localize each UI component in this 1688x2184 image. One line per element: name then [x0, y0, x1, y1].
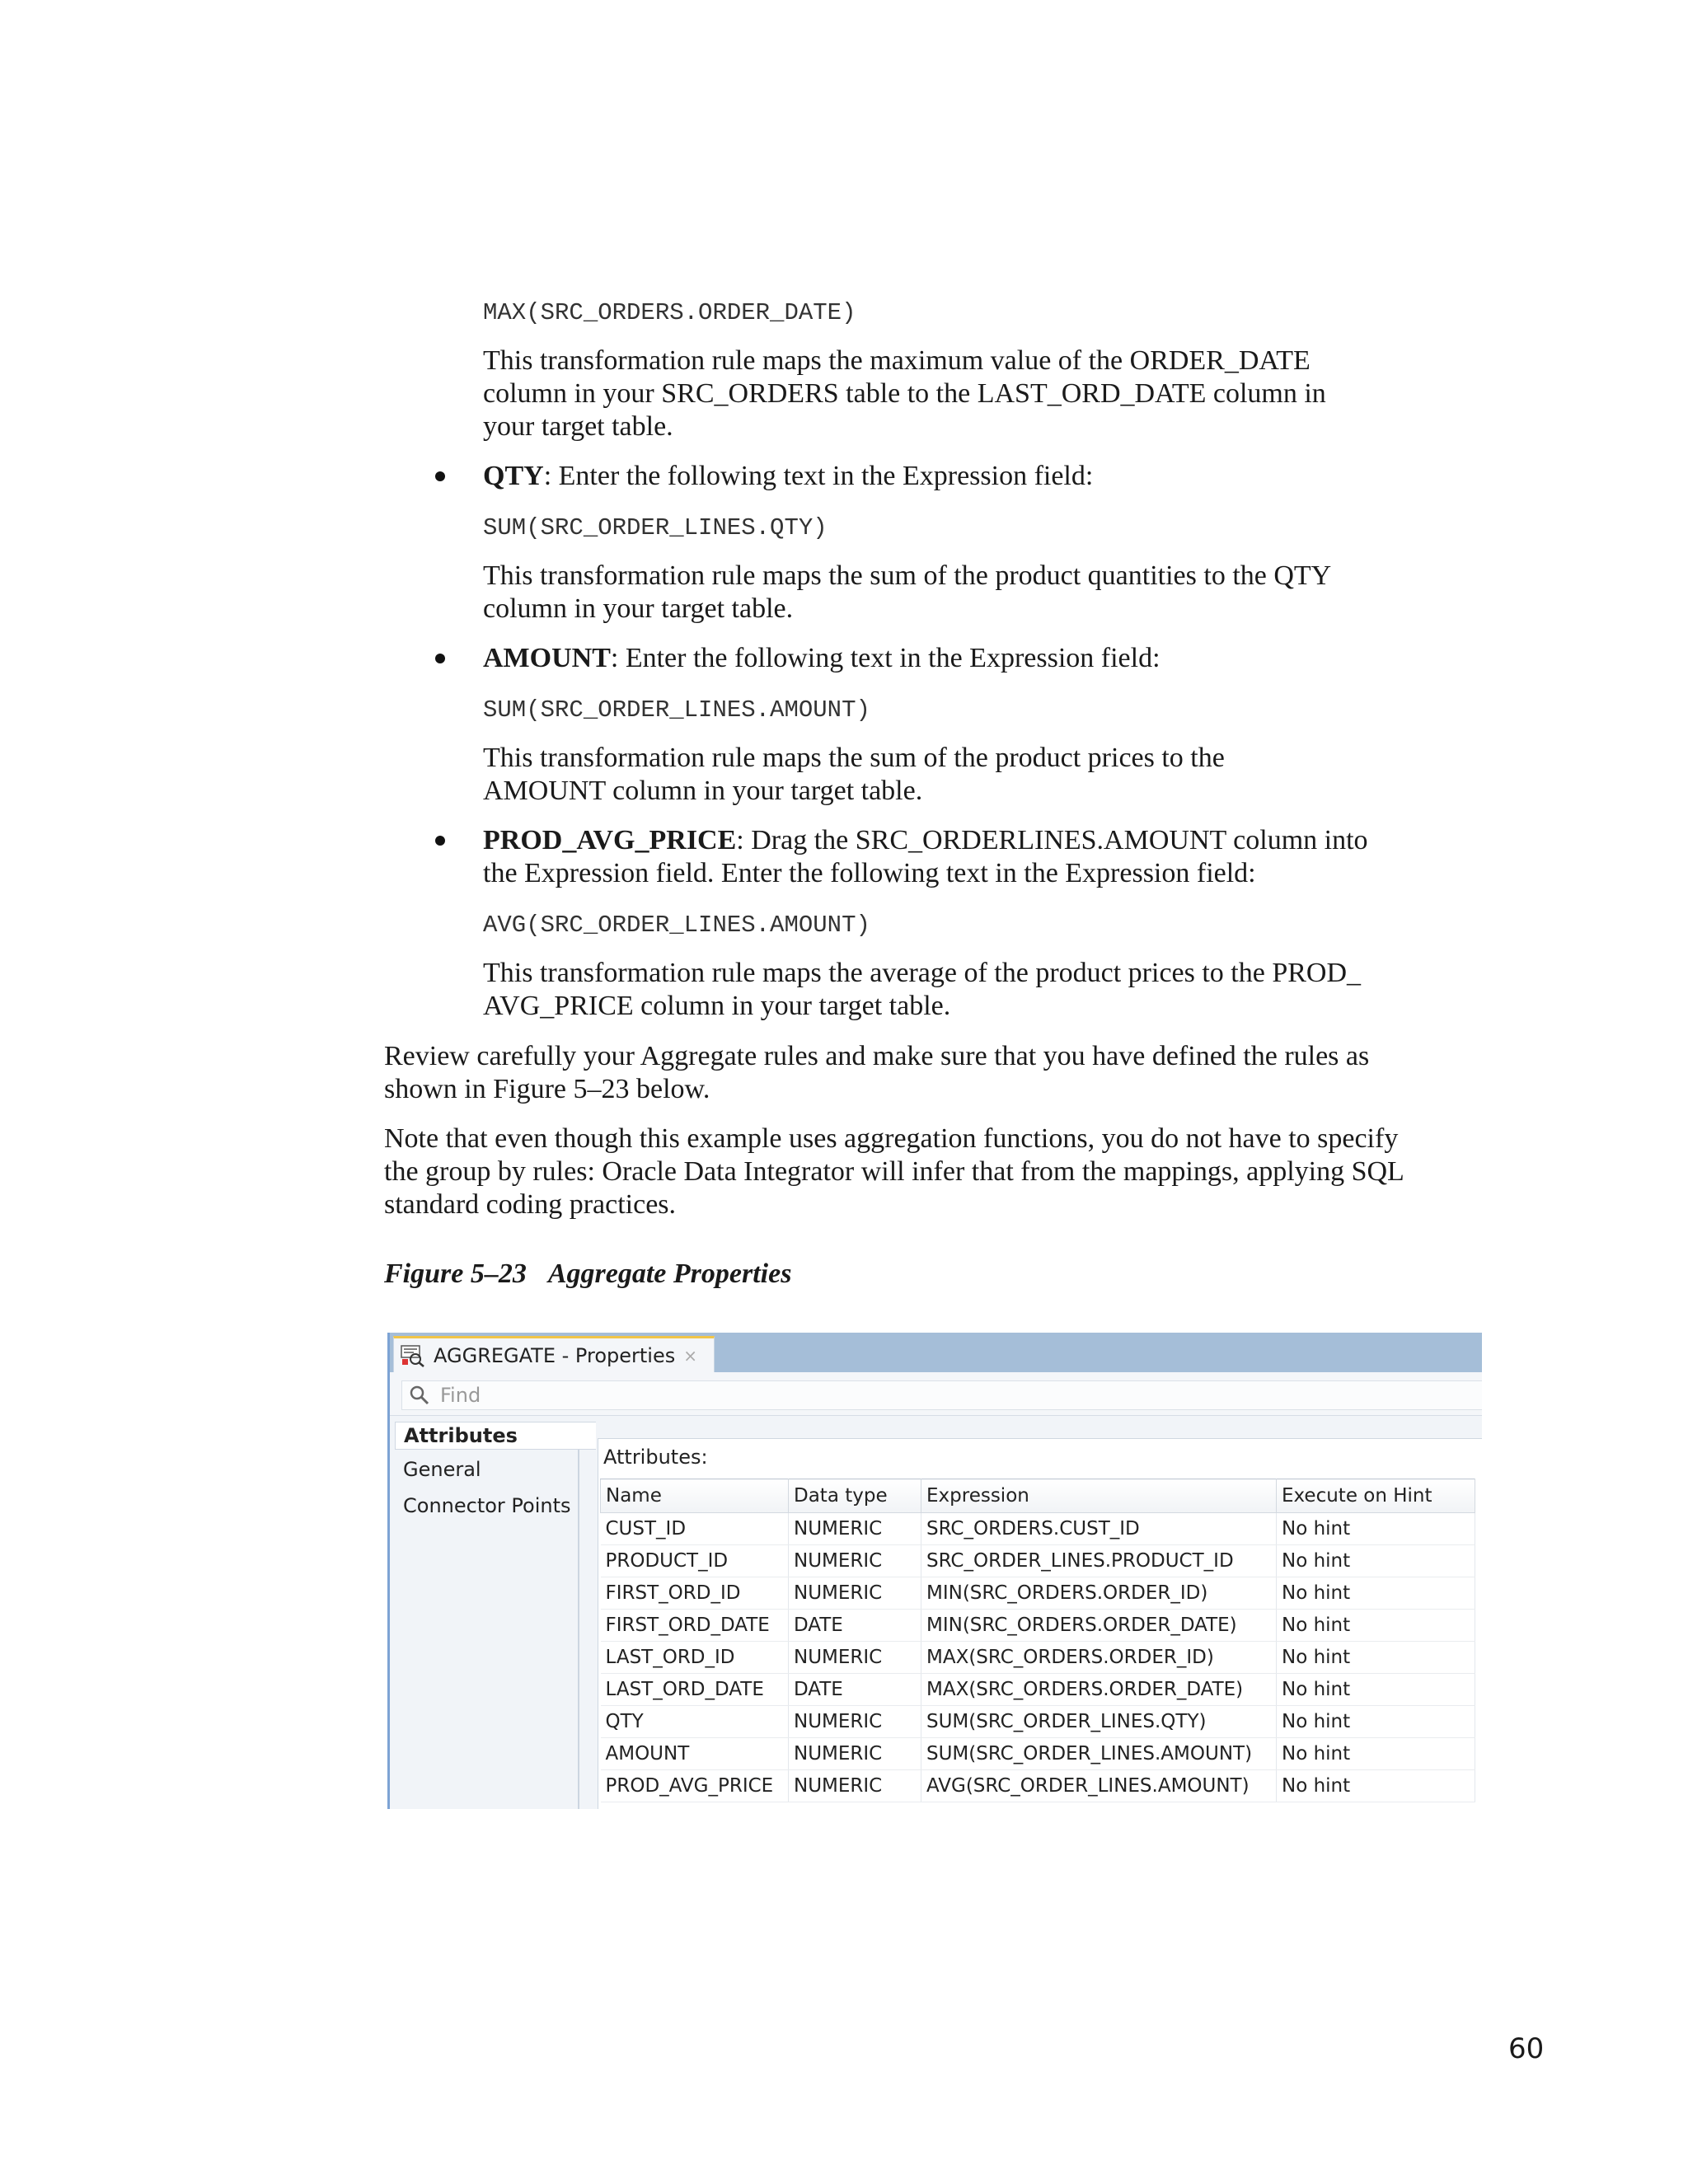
cell-name: PRODUCT_ID: [601, 1545, 789, 1577]
bullet-term: QTY: [483, 461, 544, 491]
tab-label: AGGREGATE - Properties: [434, 1343, 676, 1367]
cell-execute-on-hint[interactable]: No hint: [1277, 1610, 1475, 1642]
column-header-name[interactable]: Name: [601, 1479, 789, 1513]
text-line: This transformation rule maps the maximum value of the ORDER_DATE: [483, 345, 1311, 376]
close-icon[interactable]: ×: [683, 1345, 697, 1366]
text-line: This transformation rule maps the sum of the product prices to the: [483, 743, 1225, 773]
desc-qty: [483, 560, 1513, 626]
cell-name: CUST_ID: [601, 1513, 789, 1545]
column-header-data-type[interactable]: Data type: [789, 1479, 921, 1513]
table-header-row: [601, 1479, 1475, 1513]
cell-data-type: DATE: [789, 1674, 921, 1706]
desc-avg: [483, 957, 1554, 1023]
bullet-prod-avg-price: [483, 824, 1522, 890]
text-line: AMOUNT column in your target table.: [483, 776, 923, 806]
code-avg: AVG(SRC_ORDER_LINES.AMOUNT): [483, 912, 870, 939]
text-line: column in your SRC_ORDERS table to the LAST_ORD_DATE column in: [483, 378, 1326, 409]
text-line: [483, 824, 1522, 857]
text-line: Review carefully your Aggregate rules and make sure that you have defined the rules as: [384, 1041, 1370, 1071]
cell-expression[interactable]: SUM(SRC_ORDER_LINES.QTY): [921, 1706, 1277, 1738]
tab-aggregate-properties[interactable]: [393, 1336, 715, 1372]
code-qty: SUM(SRC_ORDER_LINES.QTY): [483, 514, 828, 541]
cell-name: QTY: [601, 1706, 789, 1738]
sidebar-item-attributes[interactable]: Attributes: [395, 1422, 596, 1450]
table-row[interactable]: [601, 1513, 1475, 1545]
aggregate-properties-icon: [401, 1344, 425, 1367]
cell-expression[interactable]: MIN(SRC_ORDERS.ORDER_DATE): [921, 1610, 1277, 1642]
sidebar-item-connector-points[interactable]: Connector Points: [403, 1494, 571, 1517]
panel-titlebar: [390, 1333, 1482, 1372]
code-max-order-date: MAX(SRC_ORDERS.ORDER_DATE): [483, 299, 856, 326]
attributes-table: [600, 1479, 1475, 1802]
cell-data-type: NUMERIC: [789, 1545, 921, 1577]
code-amount: SUM(SRC_ORDER_LINES.AMOUNT): [483, 696, 870, 724]
bullet-icon: [435, 836, 445, 846]
cell-expression[interactable]: SRC_ORDERS.CUST_ID: [921, 1513, 1277, 1545]
text-line: AVG_PRICE column in your target table.: [483, 991, 951, 1021]
find-placeholder: Find: [440, 1384, 481, 1407]
properties-sidebar: [390, 1417, 579, 1809]
text-line: This transformation rule maps the sum of the product quantities to the QTY: [483, 560, 1332, 591]
bullet-term: PROD_AVG_PRICE: [483, 825, 737, 855]
cell-name: PROD_AVG_PRICE: [601, 1770, 789, 1802]
cell-expression[interactable]: SUM(SRC_ORDER_LINES.AMOUNT): [921, 1738, 1277, 1770]
cell-data-type: NUMERIC: [789, 1513, 921, 1545]
bullet-text: : Drag the SRC_ORDERLINES.AMOUNT column into: [736, 825, 1368, 855]
cell-expression[interactable]: MAX(SRC_ORDERS.ORDER_DATE): [921, 1674, 1277, 1706]
text-line: your target table.: [483, 411, 673, 442]
cell-execute-on-hint[interactable]: No hint: [1277, 1706, 1475, 1738]
cell-execute-on-hint[interactable]: No hint: [1277, 1642, 1475, 1674]
attributes-content: [598, 1438, 1482, 1809]
cell-expression[interactable]: MAX(SRC_ORDERS.ORDER_ID): [921, 1642, 1277, 1674]
review-paragraph: [384, 1040, 1538, 1106]
text-line: standard coding practices.: [384, 1189, 677, 1220]
cell-execute-on-hint[interactable]: No hint: [1277, 1770, 1475, 1802]
attributes-label: Attributes:: [603, 1446, 708, 1469]
sidebar-divider: [578, 1450, 579, 1809]
sidebar-item-general[interactable]: General: [403, 1458, 481, 1481]
table-row[interactable]: [601, 1706, 1475, 1738]
find-input[interactable]: [401, 1380, 1482, 1410]
table-row[interactable]: [601, 1738, 1475, 1770]
column-header-execute-on-hint[interactable]: Execute on Hint: [1277, 1479, 1475, 1513]
text-line: column in your target table.: [483, 593, 794, 624]
bullet-text: : Enter the following text in the Expression field:: [543, 461, 1094, 491]
cell-name: FIRST_ORD_DATE: [601, 1610, 789, 1642]
desc-amount: [483, 742, 1513, 808]
table-row[interactable]: [601, 1770, 1475, 1802]
text-line: shown in Figure 5–23 below.: [384, 1074, 710, 1104]
text-line: the group by rules: Oracle Data Integrator will infer that from the mappings, applying SQL: [384, 1156, 1404, 1187]
cell-execute-on-hint[interactable]: No hint: [1277, 1545, 1475, 1577]
page-number: 60: [1508, 2032, 1545, 2065]
cell-data-type: DATE: [789, 1610, 921, 1642]
find-bar: [390, 1372, 1482, 1416]
cell-name: FIRST_ORD_ID: [601, 1577, 789, 1610]
table-row[interactable]: [601, 1610, 1475, 1642]
table-row[interactable]: [601, 1674, 1475, 1706]
cell-name: LAST_ORD_DATE: [601, 1674, 789, 1706]
bullet-amount: [483, 642, 1160, 675]
figure-caption: [384, 1258, 791, 1290]
bullet-term: AMOUNT: [483, 643, 611, 673]
cell-expression[interactable]: AVG(SRC_ORDER_LINES.AMOUNT): [921, 1770, 1277, 1802]
cell-expression[interactable]: SRC_ORDER_LINES.PRODUCT_ID: [921, 1545, 1277, 1577]
cell-name: LAST_ORD_ID: [601, 1642, 789, 1674]
cell-execute-on-hint[interactable]: No hint: [1277, 1513, 1475, 1545]
figure-title: Aggregate Properties: [547, 1258, 792, 1289]
cell-execute-on-hint[interactable]: No hint: [1277, 1738, 1475, 1770]
cell-data-type: NUMERIC: [789, 1770, 921, 1802]
cell-name: AMOUNT: [601, 1738, 789, 1770]
text-line: the Expression field. Enter the following text in the Expression field:: [483, 858, 1256, 888]
table-row[interactable]: [601, 1577, 1475, 1610]
note-paragraph: [384, 1122, 1554, 1221]
bullet-text: : Enter the following text in the Expression field:: [610, 643, 1160, 673]
cell-expression[interactable]: MIN(SRC_ORDERS.ORDER_ID): [921, 1577, 1277, 1610]
cell-data-type: NUMERIC: [789, 1642, 921, 1674]
bullet-qty: [483, 460, 1093, 493]
text-line: Note that even though this example uses aggregation functions, you do not have to specify: [384, 1123, 1399, 1154]
cell-execute-on-hint[interactable]: No hint: [1277, 1577, 1475, 1610]
bullet-icon: [435, 471, 445, 481]
cell-execute-on-hint[interactable]: No hint: [1277, 1674, 1475, 1706]
bullet-icon: [435, 654, 445, 663]
table-row[interactable]: [601, 1642, 1475, 1674]
figure-number: Figure 5–23: [384, 1258, 527, 1289]
text-line: This transformation rule maps the average of the product prices to the PROD_: [483, 958, 1362, 988]
properties-panel-screenshot: [387, 1333, 1482, 1809]
search-icon: [409, 1385, 430, 1406]
desc-last-ord-date: [483, 344, 1472, 443]
cell-data-type: NUMERIC: [789, 1738, 921, 1770]
table-row[interactable]: [601, 1545, 1475, 1577]
cell-data-type: NUMERIC: [789, 1577, 921, 1610]
cell-data-type: NUMERIC: [789, 1706, 921, 1738]
column-header-expression[interactable]: Expression: [921, 1479, 1277, 1513]
